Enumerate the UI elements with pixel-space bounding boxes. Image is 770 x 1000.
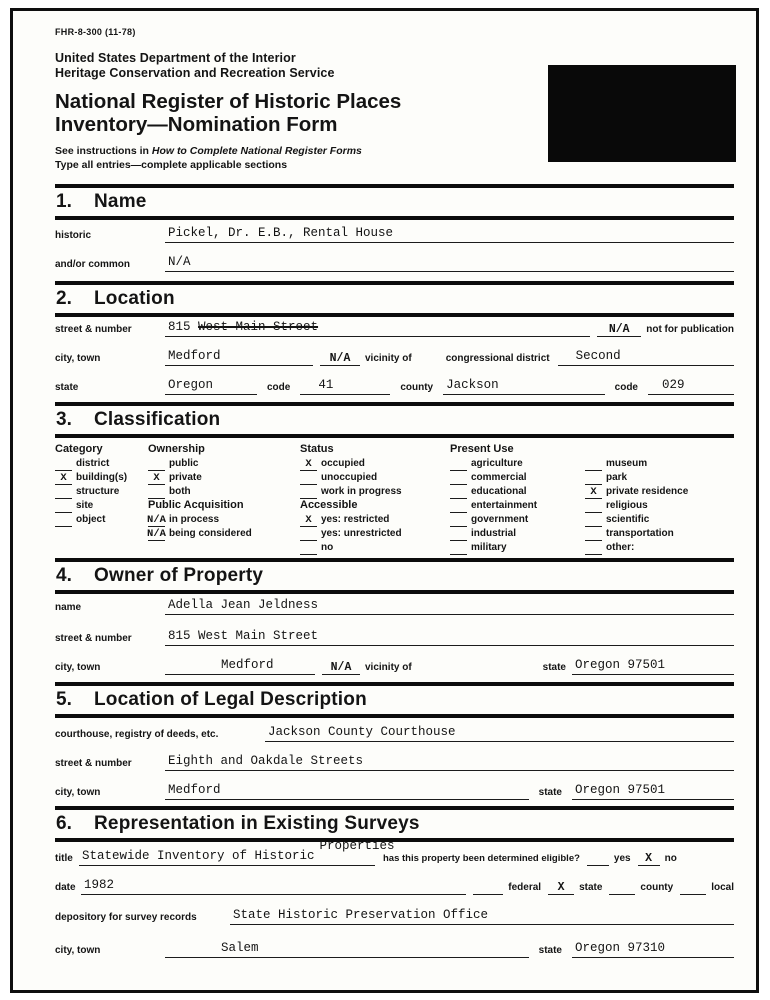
checkbox-mark: N/A [147, 528, 166, 540]
checkbox-item-unoccupied [300, 471, 450, 485]
survey-state-underline [572, 941, 734, 958]
checkbox-label: museum [606, 458, 648, 469]
owner-street-value: 815 West Main Street [168, 629, 319, 643]
checkbox-label: religious [606, 500, 648, 511]
section-legal-description [55, 682, 734, 718]
checkbox-label: yes: restricted [321, 514, 390, 525]
agency-line-1: United States Department of the Interior [55, 51, 296, 65]
level-local-label: local [711, 882, 734, 893]
survey-date-underline [81, 878, 466, 895]
checkbox-label: being considered [169, 528, 252, 539]
depository-value: State Historic Preservation Office [233, 908, 489, 922]
checkbox-label: other: [606, 542, 635, 553]
checkbox-item-in-process [148, 513, 300, 527]
section-number: 2. [56, 288, 72, 309]
checkbox-item-transportation [585, 527, 734, 541]
checkbox-blank [450, 459, 467, 471]
checkbox-label: site [76, 500, 94, 511]
common-name-underline [165, 255, 734, 272]
checkbox-blank [450, 543, 467, 555]
present-use-header: Present Use [450, 443, 514, 455]
section-owner [55, 558, 734, 594]
legal-state-underline [572, 783, 734, 800]
checkbox-item-site [55, 499, 148, 513]
owner-city-value: Medford [221, 658, 274, 672]
section-name [55, 184, 734, 220]
checkbox-label: district [76, 458, 110, 469]
code-label: code [267, 382, 291, 393]
present-use-column-2 [585, 443, 734, 555]
not-for-publication-label: not for publication [646, 324, 734, 335]
depository-underline [230, 908, 734, 925]
section-title: Location [94, 288, 175, 309]
state-label: state [55, 382, 79, 393]
checkbox-blank [55, 515, 72, 527]
instructions-line-2: Type all entries—complete applicable sections [55, 159, 288, 171]
county-code-value: 029 [662, 378, 685, 392]
section-number: 1. [56, 191, 72, 212]
survey-city-underline [165, 941, 529, 958]
checkbox-blank [585, 459, 602, 471]
checkbox-blank [148, 473, 165, 485]
street-underline [165, 320, 590, 337]
survey-date-label: date [55, 882, 76, 893]
depository-label: depository for survey records [55, 912, 197, 923]
checkbox-item-yes-unrestricted [300, 527, 450, 541]
owner-city-underline [165, 658, 315, 675]
checkbox-label: unoccupied [321, 472, 378, 483]
checkbox-item-entertainment [450, 499, 585, 513]
public-acquisition-header: Public Acquisition [148, 499, 244, 511]
checkbox-label: agriculture [471, 458, 523, 469]
checkbox-item-occupied [300, 457, 450, 471]
level-county-blank [609, 880, 635, 895]
checkbox-mark: X [60, 472, 67, 484]
checkbox-item-work-in-progress [300, 485, 450, 499]
congressional-district-underline [558, 349, 734, 366]
accessible-header: Accessible [300, 499, 358, 511]
checkbox-blank [300, 543, 317, 555]
historic-underline [165, 226, 734, 243]
checkbox-label: both [169, 486, 191, 497]
present-use-header-spacer [585, 443, 734, 457]
section-number: 3. [56, 409, 72, 430]
checkbox-item-government [450, 513, 585, 527]
section-title: Name [94, 191, 147, 212]
level-state-mark: X [557, 881, 565, 894]
courthouse-label: courthouse, registry of deeds, etc. [55, 729, 219, 740]
checkbox-blank [450, 487, 467, 499]
checkbox-item-agriculture [450, 457, 585, 471]
county-label: county [400, 382, 434, 393]
vicinity-mark: N/A [329, 352, 351, 365]
instructions-manual-name: How to Complete National Register Forms [151, 145, 362, 157]
level-federal-blank [473, 880, 503, 895]
section-surveys [55, 806, 734, 842]
not-for-publication-mark: N/A [608, 323, 630, 336]
field-row-historic-name [55, 226, 734, 243]
checkbox-label: work in progress [321, 486, 402, 497]
county-code-underline [648, 378, 734, 395]
eligible-yes-blank [587, 851, 609, 866]
section-title: Representation in Existing Surveys [94, 813, 420, 834]
owner-name-label: name [55, 602, 82, 613]
historic-label: historic [55, 230, 92, 241]
checkbox-mark: X [590, 486, 597, 498]
checkbox-label: structure [76, 486, 120, 497]
owner-street-underline [165, 629, 734, 646]
form-title-line-2: Inventory—Nomination Form [55, 113, 338, 136]
checkbox-label: industrial [471, 528, 517, 539]
form-title-line-1: National Register of Historic Places [55, 90, 402, 113]
checkbox-blank [300, 459, 317, 471]
redaction-box [548, 65, 736, 162]
checkbox-blank [450, 529, 467, 541]
owner-name-underline [165, 598, 734, 615]
owner-vicinity-blank [322, 660, 360, 675]
section-rule-bottom [55, 313, 734, 317]
eligible-question-label: has this property been determined eligible? [383, 853, 580, 864]
section-rule-bottom [55, 216, 734, 220]
checkbox-blank [55, 487, 72, 499]
not-for-publication-blank [597, 322, 641, 337]
checkbox-blank [450, 501, 467, 513]
level-local-blank [680, 880, 706, 895]
field-row-survey-title [55, 839, 734, 866]
vicinity-label: vicinity of [365, 353, 412, 364]
checkbox-blank [148, 515, 165, 527]
checkbox-item-other [585, 541, 734, 555]
checkbox-item-industrial [450, 527, 585, 541]
checkbox-item-no [300, 541, 450, 555]
checkbox-item-commercial [450, 471, 585, 485]
county-underline [443, 378, 605, 395]
checkbox-mark: N/A [147, 514, 166, 526]
congressional-district-label: congressional district [445, 353, 550, 364]
eligible-no-mark: X [645, 852, 653, 865]
checkbox-blank [585, 487, 602, 499]
section-name-heading [55, 188, 734, 216]
field-row-depository [55, 908, 734, 925]
congressional-district-value: Second [575, 349, 621, 363]
section-legal-heading [55, 686, 734, 714]
section-owner-heading [55, 562, 734, 590]
survey-date-value: 1982 [84, 878, 115, 892]
state-code-underline [300, 378, 390, 395]
checkbox-blank [585, 515, 602, 527]
checkbox-blank [300, 529, 317, 541]
checkbox-label: yes: unrestricted [321, 528, 402, 539]
section-title: Classification [94, 409, 221, 430]
section-rule-bottom [55, 590, 734, 594]
checkbox-item-museum [585, 457, 734, 471]
legal-state-value: Oregon 97501 [575, 783, 666, 797]
level-county-label: county [640, 882, 674, 893]
survey-state-label: state [538, 945, 562, 956]
category-column [55, 443, 148, 555]
level-state-label: state [579, 882, 603, 893]
agency-line-2: Heritage Conservation and Recreation Service [55, 66, 335, 80]
checkbox-blank [300, 487, 317, 499]
checkbox-blank [585, 529, 602, 541]
checkbox-item-object [55, 513, 148, 527]
ownership-header: Ownership [148, 443, 205, 455]
street-value [165, 320, 320, 336]
checkbox-blank [585, 501, 602, 513]
owner-city-label: city, town [55, 662, 101, 673]
checkbox-blank [450, 515, 467, 527]
street-name-struck: West Main Street [198, 320, 319, 334]
field-row-owner-city [55, 658, 734, 675]
survey-title-label: title [55, 853, 73, 864]
owner-state-label: state [542, 662, 566, 673]
instructions-pre: See instructions in [55, 145, 152, 157]
courthouse-value: Jackson County Courthouse [268, 725, 456, 739]
survey-title-value-raised: Properties [319, 839, 395, 853]
checkbox-item-scientific [585, 513, 734, 527]
checkbox-item-public [148, 457, 300, 471]
checkbox-label: scientific [606, 514, 650, 525]
section-number: 6. [56, 813, 72, 834]
checkbox-blank [55, 459, 72, 471]
eligible-no-label: no [664, 853, 677, 864]
section-surveys-heading [55, 810, 734, 838]
classification-grid [55, 443, 734, 555]
owner-vicinity-label: vicinity of [365, 662, 412, 673]
courthouse-underline [265, 725, 734, 742]
checkbox-blank [148, 459, 165, 471]
checkbox-label: government [471, 514, 529, 525]
survey-title-underline [79, 839, 395, 866]
checkbox-blank [585, 473, 602, 485]
checkbox-item-district [55, 457, 148, 471]
checkbox-label: object [76, 514, 106, 525]
owner-vicinity-mark: N/A [330, 661, 352, 674]
checkbox-item-religious [585, 499, 734, 513]
checkbox-label: public [169, 458, 199, 469]
survey-city-value: Salem [221, 941, 259, 955]
checkbox-blank [300, 515, 317, 527]
owner-street-label: street & number [55, 633, 132, 644]
survey-title-value: Statewide Inventory of Historic [82, 849, 315, 863]
section-number: 4. [56, 565, 72, 586]
field-row-legal-street [55, 754, 734, 771]
checkbox-label: in process [169, 514, 220, 525]
state-code-value: 41 [318, 378, 334, 392]
historic-value: Pickel, Dr. E.B., Rental House [168, 226, 394, 240]
eligible-yes-label: yes [613, 853, 631, 864]
present-use-column-1 [450, 443, 585, 555]
state-value: Oregon [168, 378, 214, 392]
checkbox-mark: X [305, 514, 312, 526]
owner-name-value: Adella Jean Jeldness [168, 598, 319, 612]
checkbox-blank [585, 543, 602, 555]
section-title: Location of Legal Description [94, 689, 367, 710]
survey-state-value: Oregon 97310 [575, 941, 666, 955]
checkbox-item-structure [55, 485, 148, 499]
field-row-street [55, 320, 734, 337]
section-classification-heading [55, 406, 734, 434]
legal-city-value: Medford [168, 783, 221, 797]
street-label: street & number [55, 324, 132, 335]
section-rule-bottom [55, 714, 734, 718]
checkbox-label: transportation [606, 528, 674, 539]
field-row-city [55, 349, 734, 366]
checkbox-blank [148, 529, 165, 541]
field-row-owner-street [55, 629, 734, 646]
ownership-column [148, 443, 300, 555]
checkbox-mark: X [153, 472, 160, 484]
section-rule-bottom [55, 434, 734, 438]
city-underline [165, 349, 313, 366]
vicinity-blank [320, 351, 360, 366]
legal-city-label: city, town [55, 787, 101, 798]
owner-state-underline [572, 658, 734, 675]
field-row-survey-city [55, 941, 734, 958]
checkbox-label: military [471, 542, 507, 553]
eligible-no-blank [638, 851, 660, 866]
checkbox-label: commercial [471, 472, 527, 483]
checkbox-blank [55, 501, 72, 513]
checkbox-label: occupied [321, 458, 365, 469]
checkbox-item-buildings [55, 471, 148, 485]
common-name-value: N/A [168, 255, 191, 269]
checkbox-mark: X [305, 458, 312, 470]
status-column [300, 443, 450, 555]
checkbox-item-military [450, 541, 585, 555]
status-header: Status [300, 443, 334, 455]
street-number: 815 [168, 320, 199, 334]
checkbox-label: no [321, 542, 334, 553]
checkbox-item-educational [450, 485, 585, 499]
section-classification [55, 402, 734, 438]
section-location-heading [55, 285, 734, 313]
county-value: Jackson [446, 378, 499, 392]
checkbox-label: entertainment [471, 500, 538, 511]
checkbox-item-private [148, 471, 300, 485]
checkbox-label: private residence [606, 486, 689, 497]
legal-city-underline [165, 783, 529, 800]
field-row-state [55, 378, 734, 395]
field-row-survey-date [55, 878, 734, 895]
checkbox-item-being-considered [148, 527, 300, 541]
checkbox-blank [450, 473, 467, 485]
form-number: FHR-8-300 (11-78) [55, 27, 136, 37]
checkbox-label: building(s) [76, 472, 128, 483]
legal-street-label: street & number [55, 758, 132, 769]
checkbox-item-park [585, 471, 734, 485]
section-location [55, 281, 734, 317]
section-number: 5. [56, 689, 72, 710]
survey-city-label: city, town [55, 945, 101, 956]
checkbox-blank [55, 473, 72, 485]
checkbox-blank [300, 473, 317, 485]
checkbox-item-both [148, 485, 300, 499]
field-row-owner-name [55, 598, 734, 615]
scanned-form-page [10, 8, 759, 993]
checkbox-blank [148, 487, 165, 499]
checkbox-label: private [169, 472, 202, 483]
legal-street-underline [165, 754, 734, 771]
field-row-common-name [55, 255, 734, 272]
common-name-label: and/or common [55, 259, 131, 270]
level-federal-label: federal [508, 882, 542, 893]
field-row-legal-city [55, 783, 734, 800]
checkbox-label: educational [471, 486, 527, 497]
category-header: Category [55, 443, 103, 455]
checkbox-item-private-residence [585, 485, 734, 499]
owner-state-value: Oregon 97501 [575, 658, 666, 672]
field-row-courthouse [55, 725, 734, 742]
level-state-blank [548, 880, 574, 895]
checkbox-item-yes-restricted [300, 513, 450, 527]
state-underline [165, 378, 257, 395]
code-label-2: code [614, 382, 638, 393]
legal-street-value: Eighth and Oakdale Streets [168, 754, 364, 768]
city-label: city, town [55, 353, 101, 364]
legal-state-label: state [538, 787, 562, 798]
checkbox-label: park [606, 472, 628, 483]
city-value: Medford [168, 349, 221, 363]
section-title: Owner of Property [94, 565, 264, 586]
